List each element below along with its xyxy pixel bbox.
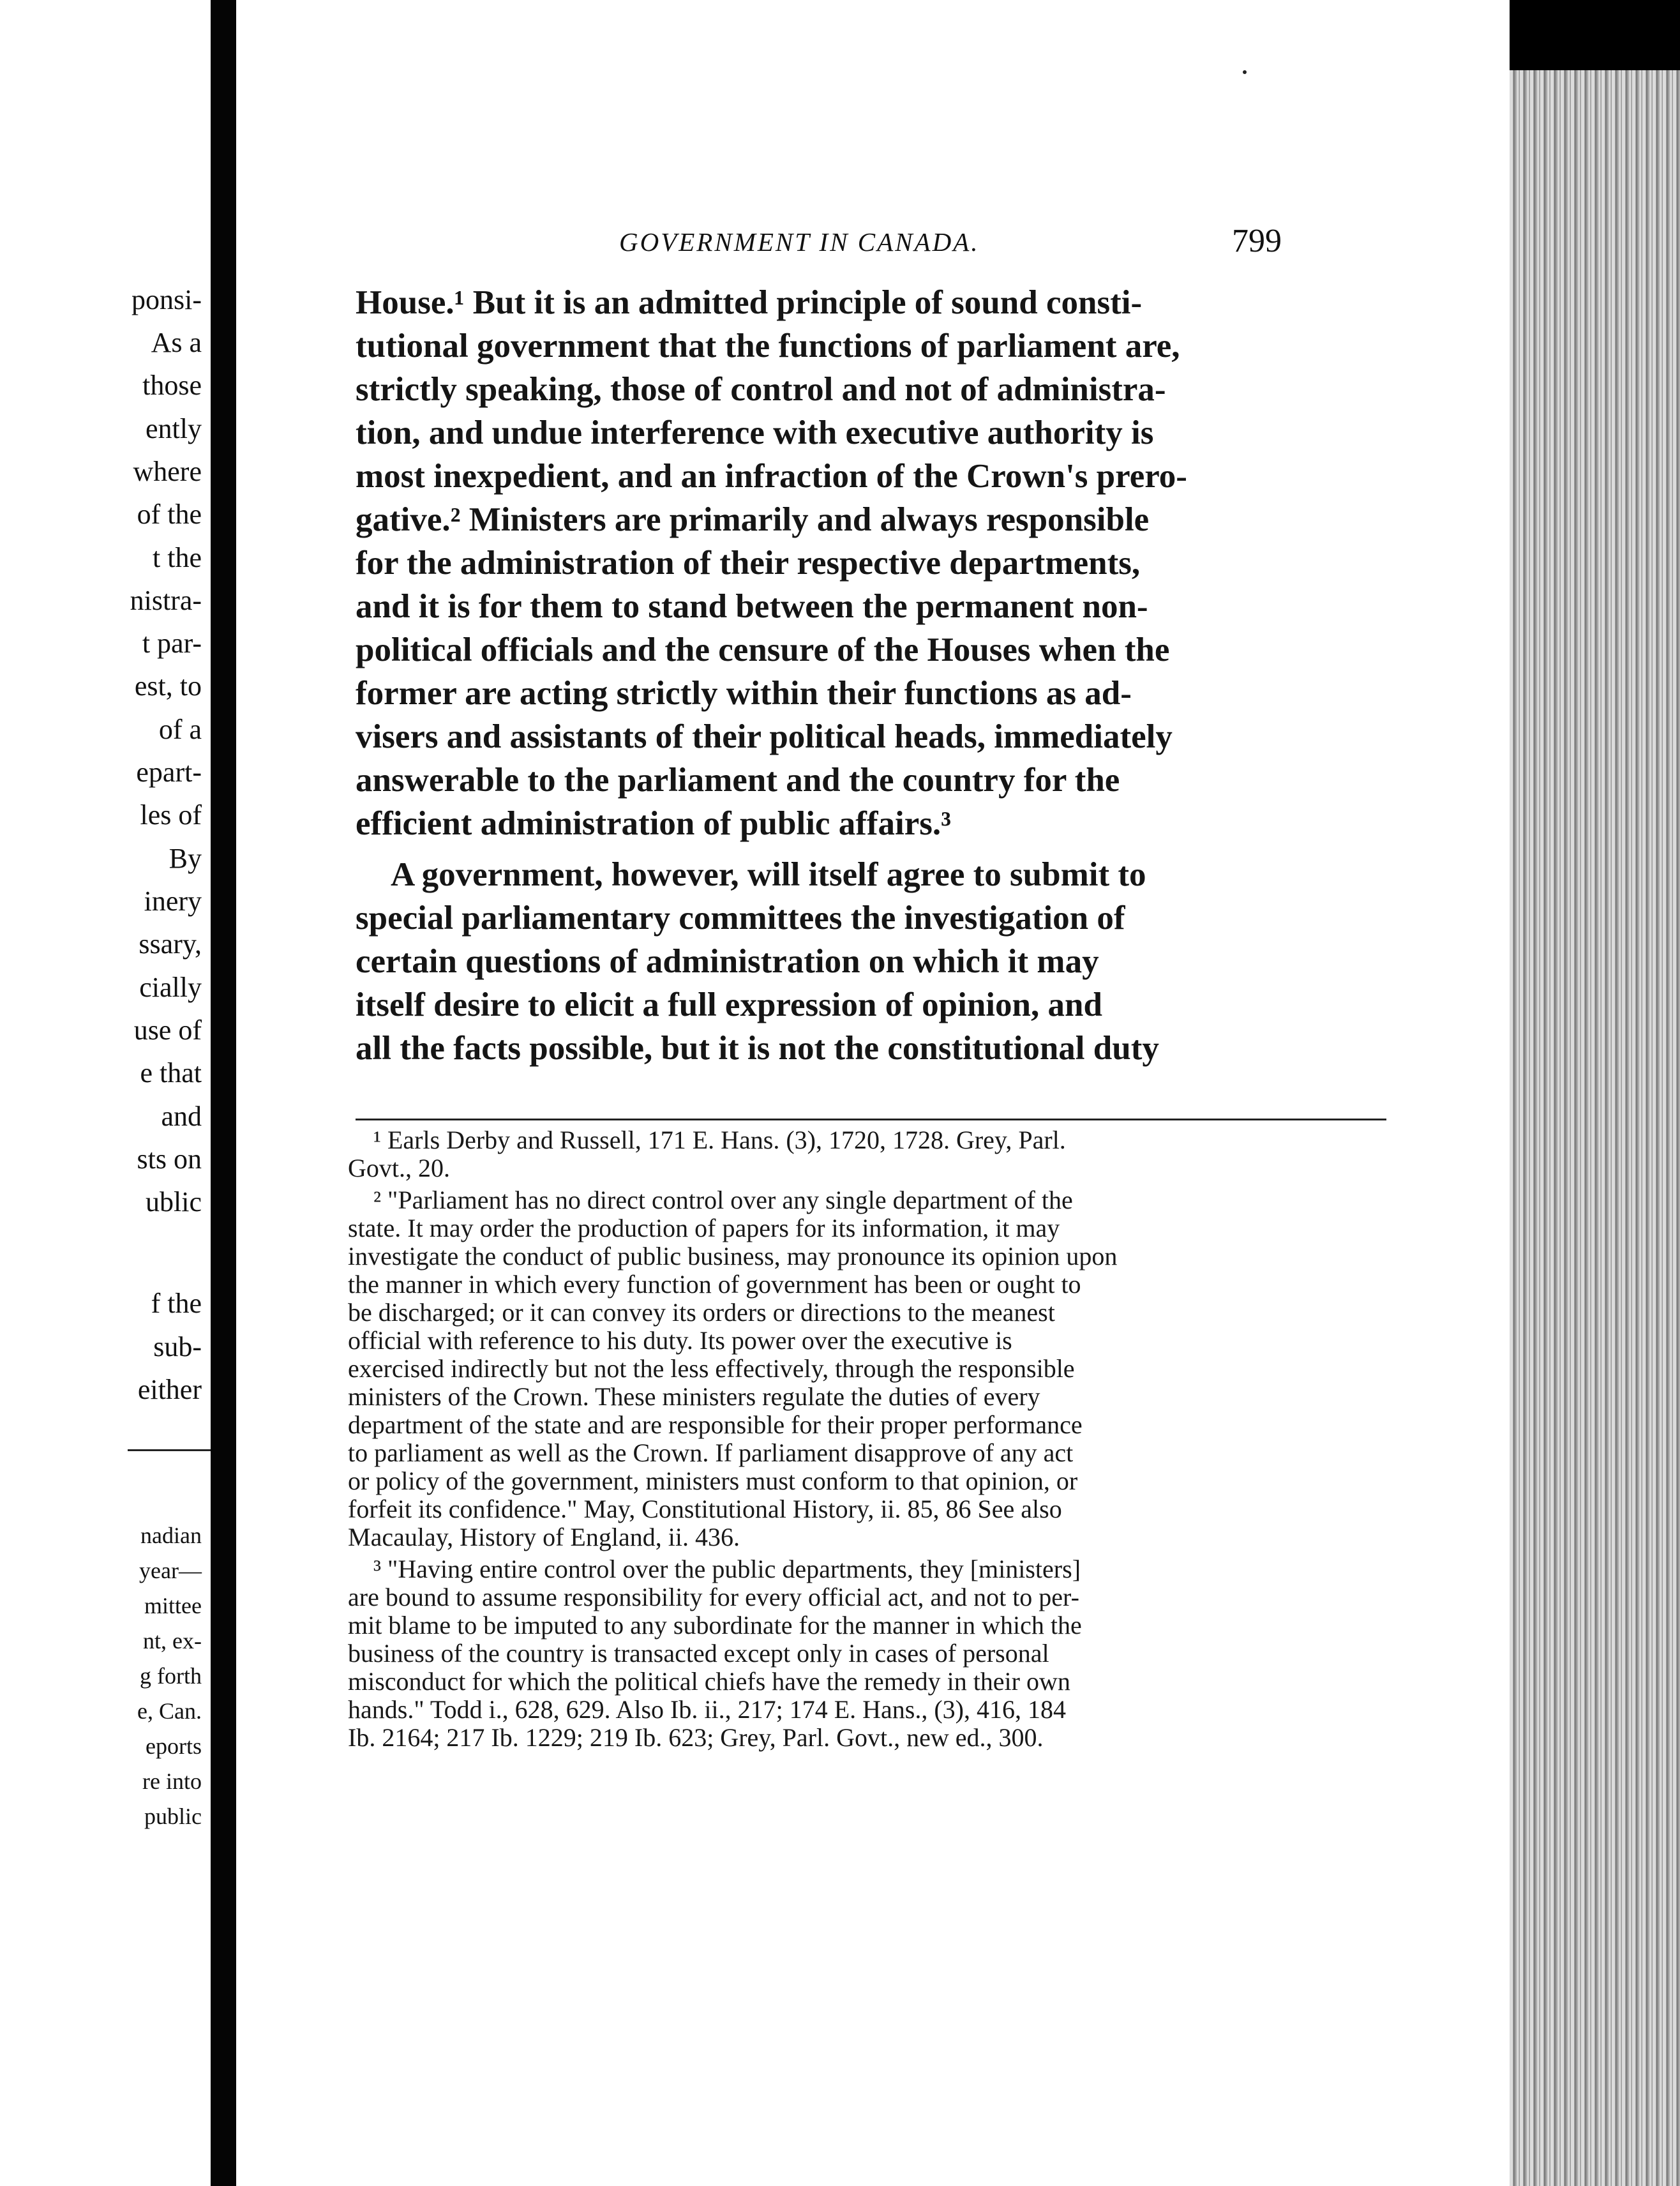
- body-line: political officials and the censure of the Houses when the: [356, 631, 1170, 668]
- body-line: gative.² Ministers are primarily and always responsible: [356, 501, 1150, 538]
- footnote-2-line: Macaulay, History of England, ii. 436.: [348, 1523, 740, 1551]
- left-page-line: either: [137, 1374, 202, 1405]
- body-line: certain questions of administration on which it may: [356, 943, 1099, 980]
- left-page-line: est, to: [134, 670, 202, 702]
- left-page-line: ently: [146, 413, 202, 444]
- footnote-3-line: Ib. 2164; 217 Ib. 1229; 219 Ib. 623; Grey, Parl. Govt., new ed., 300.: [348, 1723, 1044, 1752]
- body-text: [356, 281, 1510, 1070]
- body-line: tion, and undue interference with executive authority is: [356, 414, 1154, 451]
- body-line: itself desire to elicit a full expression of opinion, and: [356, 986, 1102, 1023]
- footnote-2-line: official with reference to his duty. Its power over the executive is: [348, 1326, 1012, 1355]
- footnote-3-line: are bound to assume responsibility for every official act, and not to per-: [348, 1583, 1079, 1611]
- left-footnote-line: e, Can.: [137, 1698, 202, 1724]
- page-speck: [1243, 70, 1247, 74]
- left-footnote-line: g forth: [140, 1663, 202, 1689]
- page-edge-shadow: [1510, 0, 1680, 70]
- page-number: 799: [1232, 223, 1282, 259]
- left-footnote-line: public: [144, 1804, 202, 1829]
- footnote-2-line: to parliament as well as the Crown. If parliament disapprove of any act: [348, 1438, 1074, 1467]
- footnote-2-line: be discharged; or it can convey its orders or directions to the meanest: [348, 1298, 1055, 1327]
- left-page-line: of the: [137, 499, 202, 530]
- book-gutter: [211, 0, 236, 2186]
- left-footnote-rule: [128, 1449, 211, 1451]
- left-footnote-line: mittee: [144, 1593, 202, 1618]
- footnote-2-line: department of the state and are responsible for their proper performance: [348, 1410, 1083, 1439]
- running-head: GOVERNMENT IN CANADA.: [619, 227, 980, 257]
- footnote-1-line: ¹ Earls Derby and Russell, 171 E. Hans. (3), 1720, 1728. Grey, Parl.: [373, 1126, 1066, 1154]
- body-line: for the administration of their respective departments,: [356, 545, 1141, 582]
- main-page: [236, 0, 1510, 2186]
- left-page-line: and: [161, 1101, 202, 1132]
- left-page-line: of a: [158, 714, 202, 745]
- left-page-line: ublic: [146, 1186, 202, 1217]
- left-footnote-line: nt, ex-: [143, 1628, 202, 1654]
- body-line: visers and assistants of their political heads, immediately: [356, 718, 1173, 755]
- footnote-1-line: Govt., 20.: [348, 1154, 450, 1182]
- left-page-line: use of: [133, 1014, 202, 1046]
- footnote-2-line: investigate the conduct of public business, may pronounce its opinion upon: [348, 1242, 1118, 1270]
- footnote-2-line: ministers of the Crown. These ministers regulate the duties of every: [348, 1382, 1040, 1411]
- footnote-3-line: hands." Todd i., 628, 629. Also Ib. ii., 217; 174 E. Hans., (3), 416, 184: [348, 1695, 1066, 1724]
- page-edges: [1510, 70, 1680, 2186]
- footnote-2-line: exercised indirectly but not the less effectively, through the responsible: [348, 1354, 1075, 1383]
- footnote-3-line: business of the country is transacted except only in cases of personal: [348, 1639, 1049, 1668]
- left-footnote-line: re into: [142, 1768, 202, 1794]
- left-footnote-line: year—: [139, 1558, 202, 1583]
- body-line: and it is for them to stand between the permanent non-: [356, 588, 1148, 625]
- footnote-3-line: ³ "Having entire control over the public departments, they [ministers]: [373, 1555, 1081, 1583]
- body-line: strictly speaking, those of control and not of administra-: [356, 371, 1166, 408]
- body-line: House.¹ But it is an admitted principle of sound consti-: [356, 284, 1143, 321]
- left-footnote-line: nadian: [140, 1523, 202, 1548]
- body-line: all the facts possible, but it is not the constitutional duty: [356, 1030, 1159, 1067]
- body-line: A government, however, will itself agree to submit to: [391, 856, 1146, 893]
- left-page-line: e that: [140, 1057, 202, 1089]
- left-facing-page: [0, 0, 211, 2186]
- left-page-line: ssary,: [139, 928, 202, 960]
- footnotes: [348, 1126, 1510, 1752]
- left-page-line: sub-: [153, 1331, 202, 1362]
- footnote-2-line: state. It may order the production of papers for its information, it may: [348, 1214, 1060, 1242]
- body-line: former are acting strictly within their functions as ad-: [356, 675, 1132, 712]
- left-page-line: those: [142, 370, 202, 401]
- left-page-line: nistra-: [130, 585, 202, 616]
- left-page-line: sts on: [137, 1143, 202, 1175]
- body-line: answerable to the parliament and the country for the: [356, 762, 1120, 799]
- left-page-line: epart-: [136, 757, 202, 788]
- left-page-line: ponsi-: [131, 284, 202, 315]
- left-page-line: As a: [151, 327, 202, 358]
- body-line: tutional government that the functions of parliament are,: [356, 328, 1180, 365]
- left-page-line: By: [169, 843, 202, 874]
- body-line: most inexpedient, and an infraction of the Crown's prero-: [356, 458, 1187, 495]
- left-page-line: cially: [139, 972, 202, 1003]
- footnote-3-line: misconduct for which the political chiefs have the remedy in their own: [348, 1667, 1070, 1696]
- footnote-2-line: forfeit its confidence." May, Constitutional History, ii. 85, 86 See also: [348, 1495, 1062, 1523]
- footnote-2-line: ² "Parliament has no direct control over any single department of the: [373, 1186, 1073, 1214]
- footnote-rule: [356, 1119, 1386, 1120]
- body-line: efficient administration of public affairs.³: [356, 805, 952, 842]
- footnote-3-line: mit blame to be imputed to any subordinate for the manner in which the: [348, 1611, 1082, 1640]
- left-page-line: f the: [151, 1288, 202, 1319]
- left-page-line: t the: [153, 542, 202, 573]
- body-line: special parliamentary committees the investigation of: [356, 900, 1125, 937]
- left-footnote-line: eports: [146, 1733, 202, 1759]
- footnote-2-line: or policy of the government, ministers must conform to that opinion, or: [348, 1466, 1078, 1495]
- left-page-line: t par-: [142, 628, 202, 659]
- left-page-line: inery: [144, 886, 202, 917]
- left-page-line: where: [133, 456, 202, 487]
- footnote-2-line: the manner in which every function of government has been or ought to: [348, 1270, 1081, 1299]
- left-page-line: les of: [140, 799, 202, 831]
